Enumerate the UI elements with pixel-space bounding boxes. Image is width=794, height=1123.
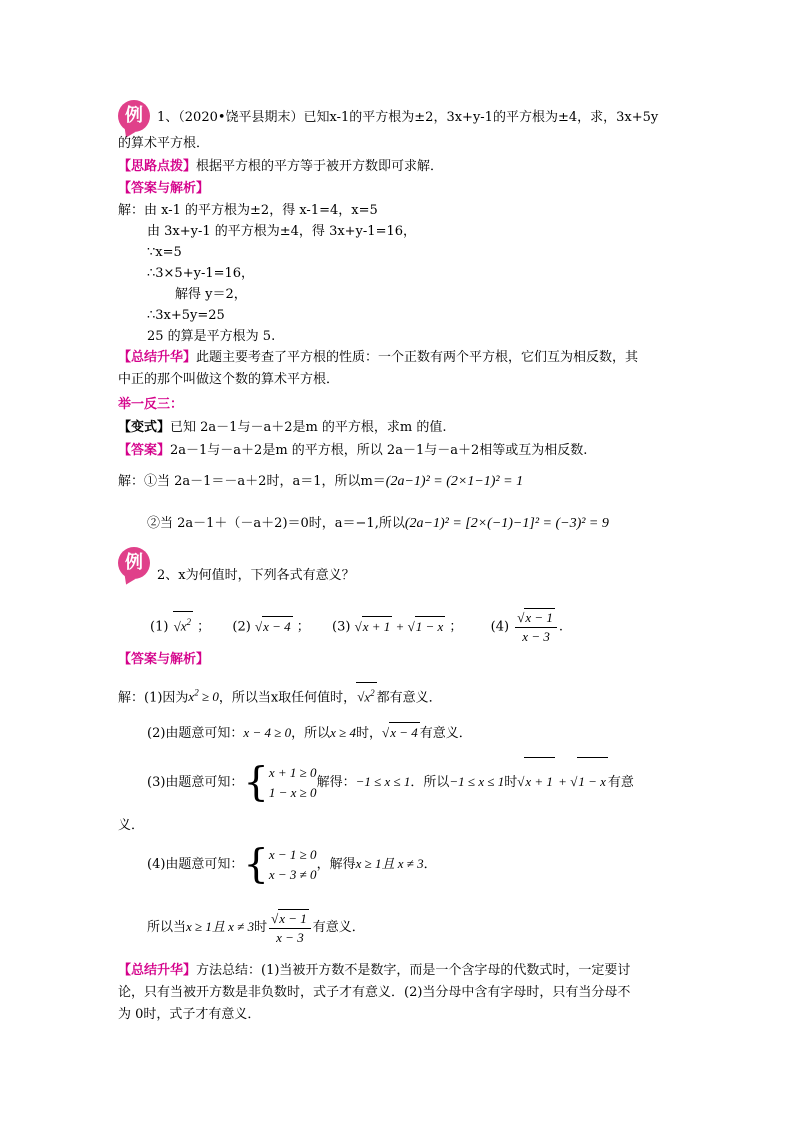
ex1-sol-line: 25 的算是平方根为 5.: [147, 329, 276, 344]
ex1-sol-line: ∵x=5: [147, 245, 182, 260]
case1-text: 解：①当 2a－1＝－a＋2时，a＝1，所以m＝: [118, 474, 386, 489]
ex1-sol-line: 解得 y＝2，: [175, 287, 247, 302]
p3-post: 有意: [607, 775, 634, 790]
p2-sqrt: √x − 4: [382, 725, 420, 740]
variant-answer: [118, 441, 587, 461]
ex2-summary-line1: [118, 961, 630, 981]
p3-sqrt: √x + 1 + √1 − x: [517, 774, 608, 789]
ex1-answer-label: 【答案与解析】: [118, 181, 210, 196]
example-badge-1: 例: [118, 100, 150, 132]
p1-post: 都有意义．: [376, 690, 442, 706]
p1-mid: ，所以当x取任何值时，: [218, 690, 357, 706]
ex1-sol-line: 由 3x+y-1 的平方根为±4，得 3x+y-1=16，: [147, 224, 417, 239]
p1-pre: 解：(1)因为: [118, 690, 189, 706]
ex1-summary-line2: 中正的那个叫做这个数的算术平方根．: [118, 372, 340, 387]
p3-math1: −1 ≤ x ≤ 1: [355, 774, 411, 789]
variant-question: [118, 418, 447, 438]
p3-pre: (3)由题意可知：: [147, 775, 244, 790]
expr-3: √x + 1 + √1 − x: [355, 619, 446, 634]
p2-math2: x ≥ 4: [330, 725, 357, 740]
item-4-label: (4): [490, 619, 510, 635]
ex2-question: 2、x为何值时，下列各式有意义？: [157, 568, 355, 583]
p3-mid2: ．所以: [410, 775, 450, 790]
p4-mid: ，解得: [316, 857, 356, 872]
expr-2: √x − 4: [255, 619, 293, 634]
ex1-sol-line: ∴3×5+y-1=16，: [147, 266, 255, 281]
p5-frac: $\frac{√x - 1}{x - 3}$: [269, 909, 311, 947]
ex1-question-line1: 1、（2020•饶平县期末）已知x-1的平方根为±2，3x+y-1的平方根为±4，求，3x+5y: [157, 110, 659, 125]
p4-math: x ≥ 1且 x ≠ 3: [355, 856, 424, 871]
variant-case2: [147, 514, 609, 534]
variant-label: 【变式】: [118, 420, 171, 435]
item-3-label: (3): [332, 619, 351, 635]
p4-pre: (4)由题意可知：: [147, 857, 244, 872]
variant-title: 举一反三：: [118, 397, 184, 412]
item-1-label: (1): [150, 619, 169, 635]
p1-sqrt: √ $x^2$: [356, 682, 376, 707]
ex2-items: (1) √ $x^2$ ； (2) √x − 4 ； (3) √x + 1 + √1 − x ； (4) $\frac{√x - 1}{x - 3}$ .: [150, 608, 563, 646]
p2-mid2: 时，: [356, 726, 383, 741]
ex2-p3: (3)由题意可知：{x + 1 ≥ 0 1 − x ≥ 0解得：−1 ≤ x ≤ 1．所以−1 ≤ x ≤ 1时√x + 1 + √1 − x 有意: [147, 757, 634, 807]
p2-pre: (2)由题意可知：: [147, 726, 244, 741]
p5-pre: 所以当: [147, 920, 187, 935]
ex1-hint: [118, 157, 443, 177]
hint-label: 【思路点拨】: [118, 159, 197, 174]
p3-mid: 解得：: [316, 775, 356, 790]
p4-post: ．: [423, 857, 437, 872]
ex2-p4: (4)由题意可知：{x − 1 ≥ 0 x − 3 ≠ 0，解得x ≥ 1且 x ≠ 3．: [147, 841, 437, 888]
ex2-p1: [118, 682, 442, 708]
p3-math2: −1 ≤ x ≤ 1: [449, 774, 505, 789]
variant-answer-text: 2a－1与－a＋2是m 的平方根，所以 2a－1与－a＋2相等或互为相反数.: [170, 443, 588, 458]
ex2-p2: [147, 722, 472, 744]
ex2-summary-line2: 论，只有当被开方数是非负数时，式子才有意义．(2)当分母中含有字母时，只有当分母不: [118, 985, 631, 1000]
p5-post: 有意义．: [312, 920, 365, 935]
hint-text: 根据平方根的平方等于被开方数即可求解．: [196, 159, 444, 174]
p3-mid3: 时: [504, 775, 518, 790]
ex2-p5: [147, 905, 365, 950]
expr-4: $\frac{√x - 1}{x - 3}$: [515, 608, 557, 646]
p1-math: $x^2 \ge 0$: [188, 688, 219, 705]
ex2-p3-cont: 义．: [118, 818, 145, 833]
case2-text: ②当 2a－1＋（－a＋2)＝0时，a＝−1,所以: [147, 516, 405, 531]
case2-math: (2a−1)² = [2×(−1)−1]² = (−3)² = 9: [404, 516, 609, 531]
p5-mid: 时: [254, 920, 268, 935]
variant-answer-label: 【答案】: [118, 443, 171, 458]
ex1-question-line2: 的算术平方根．: [118, 136, 210, 151]
expr-1: √ $x^2$: [173, 611, 193, 636]
p5-math: x ≥ 1且 x ≠ 3: [186, 919, 255, 934]
ex2-summary-line3: 为 0时，式子才有意义．: [118, 1007, 261, 1022]
p2-mid: ，所以: [291, 726, 331, 741]
ex2-summary-text: 方法总结：(1)当被开方数不是数字，而是一个含字母的代数式时，一定要讨: [196, 963, 631, 978]
variant-case1: [118, 472, 523, 492]
p2-math1: x − 4 ≥ 0: [243, 725, 292, 740]
p4-system: x − 1 ≥ 0 x − 3 ≠ 0: [268, 846, 317, 882]
item-2-label: (2): [232, 619, 251, 635]
ex2-answer-label: 【答案与解析】: [118, 652, 210, 667]
p2-post: 有意义．: [419, 726, 472, 741]
p3-system: x + 1 ≥ 0 1 − x ≥ 0: [268, 764, 317, 800]
summary-label: 【总结升华】: [118, 350, 197, 365]
ex1-summary-line1: [118, 348, 638, 368]
ex1-sol-line: 解：由 x-1 的平方根为±2，得 x-1=4，x=5: [118, 203, 378, 218]
ex2-summary-label: 【总结升华】: [118, 963, 197, 978]
case1-math: (2a−1)² = (2×1−1)² = 1: [385, 474, 524, 489]
ex1-sol-line: ∴3x+5y=25: [147, 308, 225, 323]
summary-text: 此题主要考查了平方根的性质：一个正数有两个平方根，它们互为相反数，其: [196, 350, 639, 365]
variant-question-text: 已知 2a－1与－a＋2是m 的平方根，求m 的值.: [170, 420, 447, 435]
example-badge-2: 例: [118, 547, 150, 579]
